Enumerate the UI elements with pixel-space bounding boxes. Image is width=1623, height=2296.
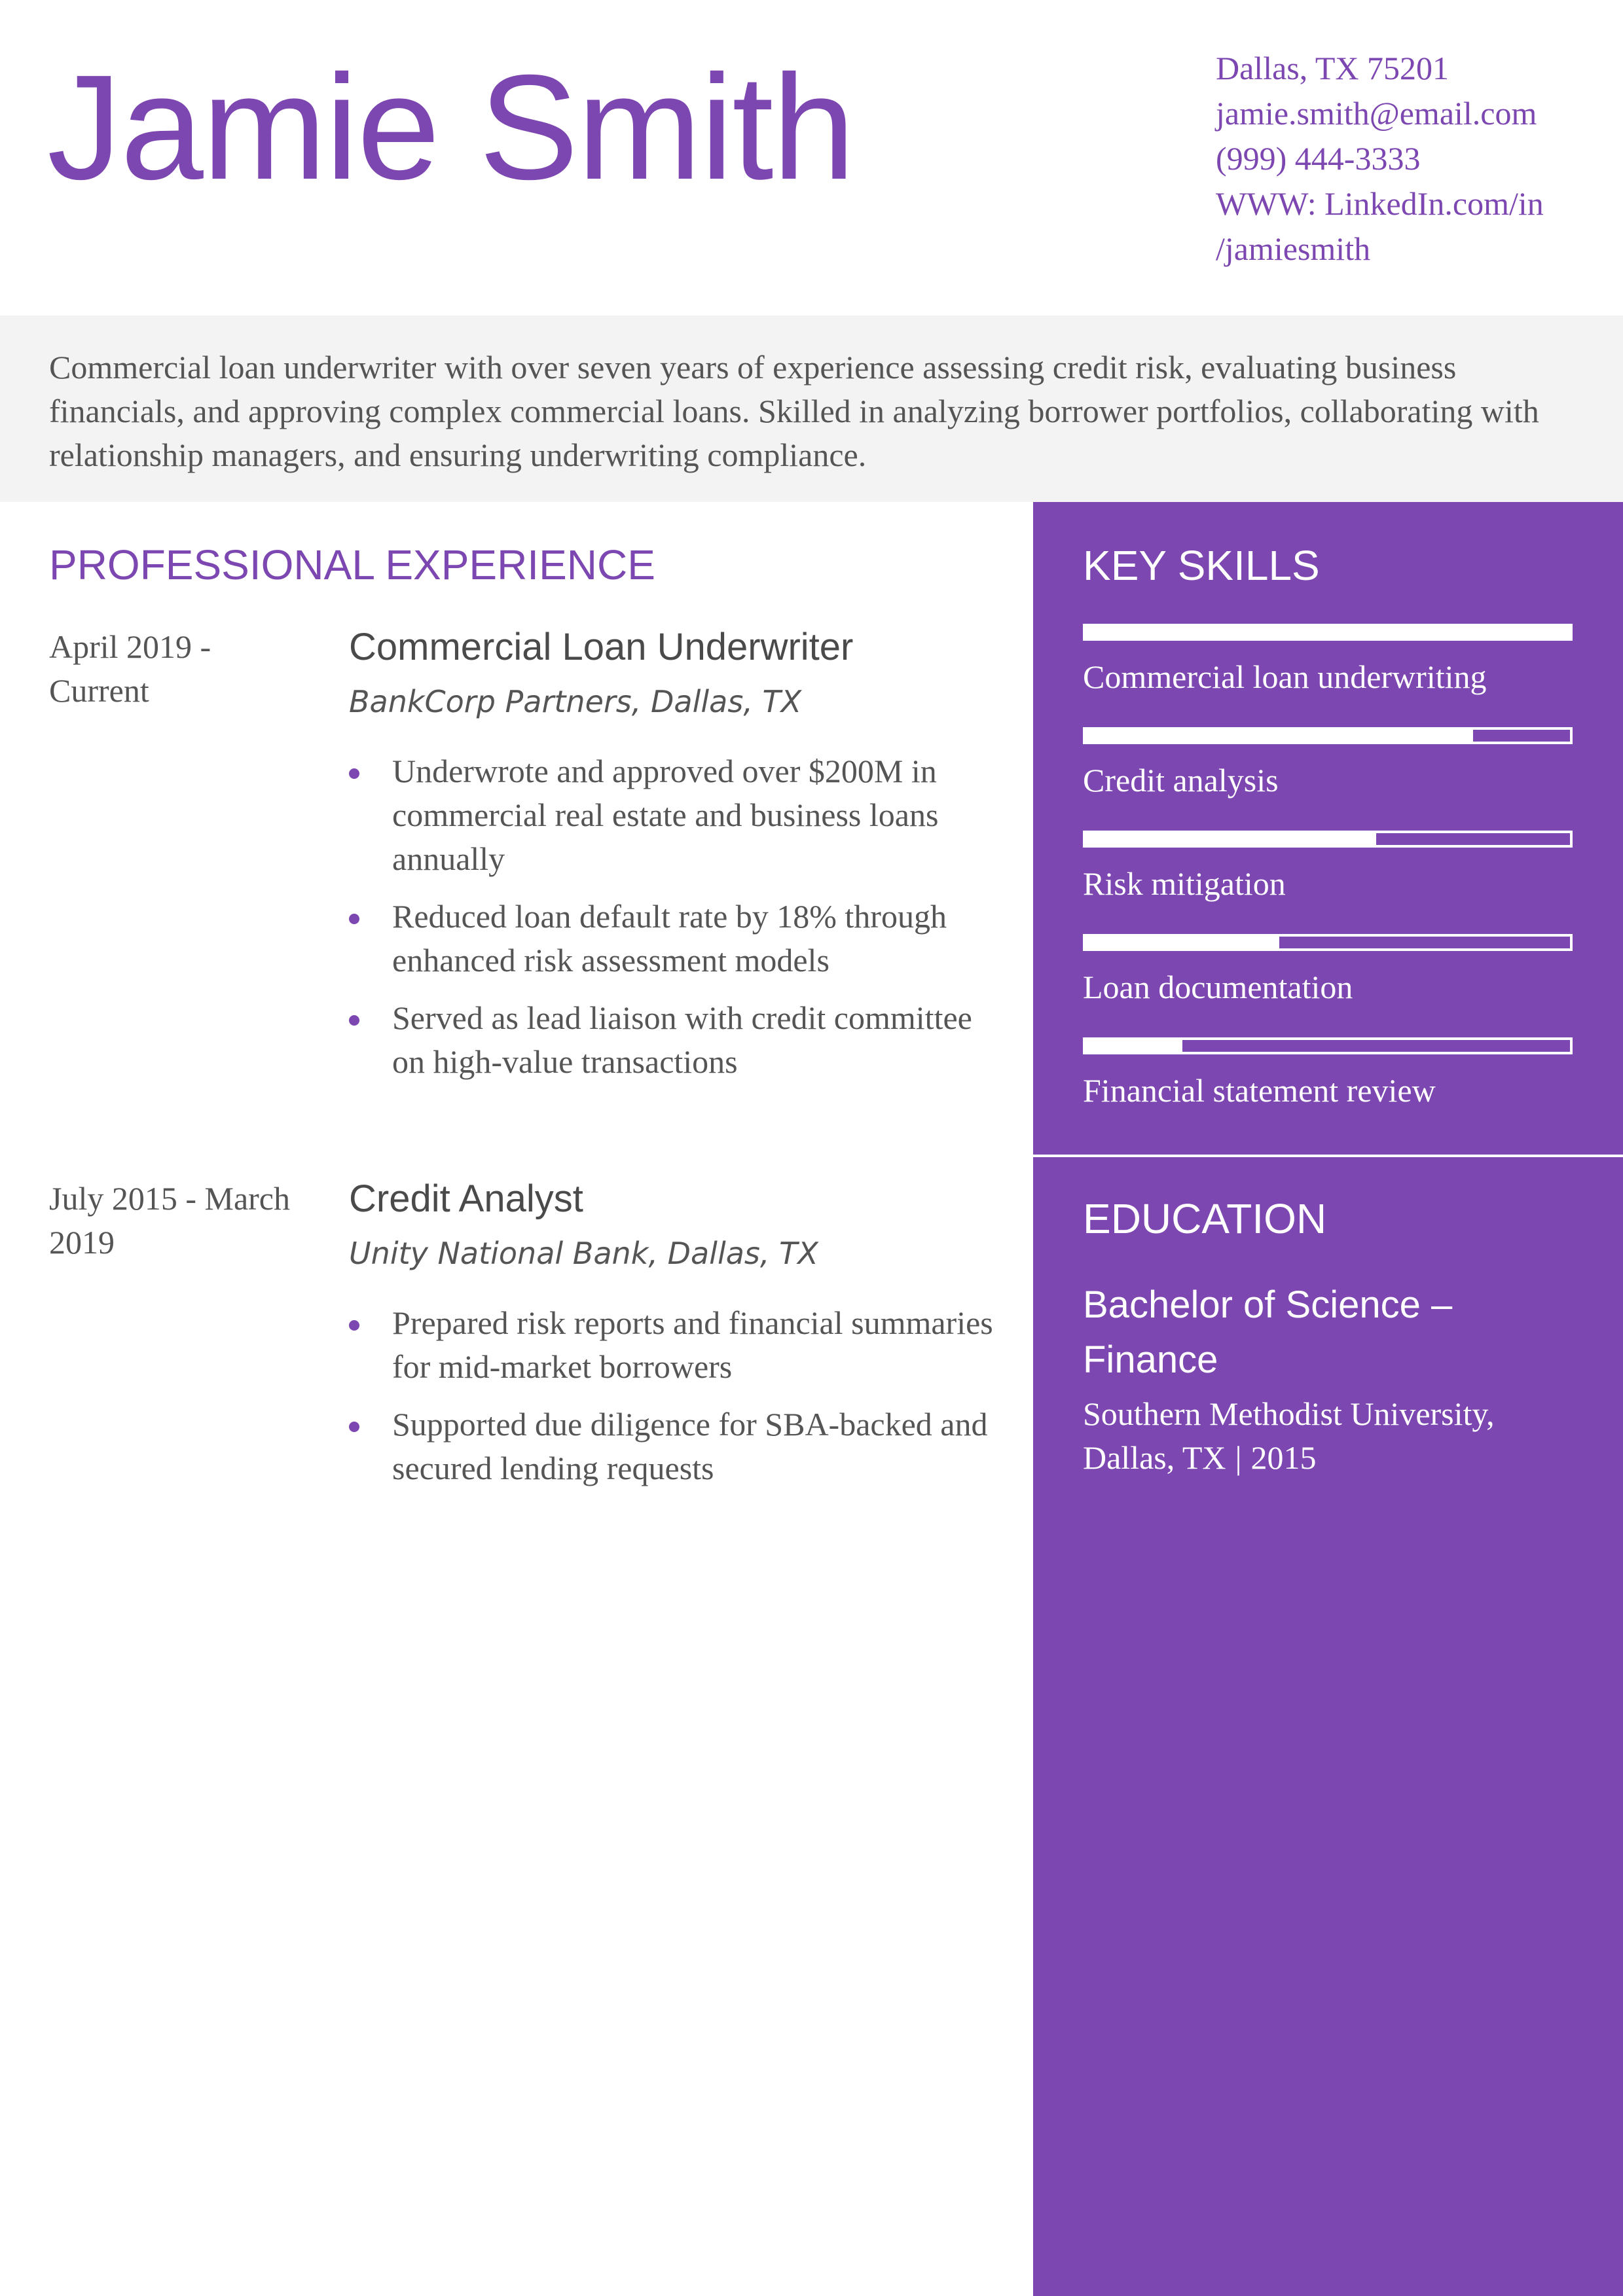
skill-level-fill: [1085, 1040, 1182, 1052]
job-title: Commercial Loan Underwriter: [349, 626, 854, 668]
job-company: BankCorp Partners, Dallas, TX: [349, 684, 802, 719]
skill-label: Loan documentation: [1083, 969, 1353, 1005]
skill-label: Commercial loan underwriting: [1083, 658, 1487, 695]
skill-level-bar: [1083, 624, 1573, 641]
job-date: [49, 625, 324, 713]
school-details: [1083, 1436, 1594, 1480]
bullet-icon: [349, 768, 359, 779]
skill-label: Credit analysis: [1083, 762, 1279, 798]
sidebar-divider: [1033, 1155, 1623, 1157]
separator: |: [1235, 1439, 1242, 1476]
job-date-start: April 2019 -: [49, 628, 211, 665]
job-bullet-text: Reduced loan default rate by 18% through enhanced risk assessment models: [392, 898, 947, 978]
education-heading: EDUCATION: [1083, 1195, 1327, 1242]
degree-line: Bachelor of Science –: [1083, 1283, 1453, 1326]
summary-section: [0, 315, 1623, 502]
job-bullet-text: Prepared risk reports and financial summaries for mid-market borrowers: [392, 1304, 993, 1385]
skill-level-bar: [1083, 831, 1573, 848]
bullet-icon: [349, 914, 359, 924]
job-bullet: [349, 1403, 1010, 1490]
skill-level-fill: [1085, 626, 1570, 638]
sidebar: [1033, 502, 1623, 2296]
job-bullet-text: Supported due diligence for SBA-backed and secured lending requests: [392, 1406, 988, 1486]
contact-website-line1[interactable]: WWW: LinkedIn.com/in: [1216, 185, 1544, 222]
candidate-name: Jamie Smith: [47, 45, 854, 211]
skill-level-fill: [1085, 833, 1376, 845]
skill-level-bar: [1083, 934, 1573, 951]
graduation-year: 2015: [1250, 1439, 1317, 1476]
job-title: Credit Analyst: [349, 1177, 583, 1220]
job-bullet: [349, 749, 1010, 881]
skills-heading: KEY SKILLS: [1083, 542, 1320, 589]
job-bullet-list: [349, 1301, 1010, 1504]
contact-email[interactable]: jamie.smith@email.com: [1216, 95, 1537, 132]
contact-website-line2[interactable]: /jamiesmith: [1216, 230, 1371, 267]
job-company: Unity National Bank, Dallas, TX: [349, 1236, 818, 1271]
job-bullet-text: Underwrote and approved over $200M in commercial real estate and business loans annually: [392, 753, 939, 877]
job-bullet: [349, 1301, 1010, 1389]
skill-level-bar: [1083, 1037, 1573, 1054]
skill-level-bar: [1083, 727, 1573, 744]
experience-heading: PROFESSIONAL EXPERIENCE: [49, 541, 655, 588]
school-location: Dallas, TX: [1083, 1439, 1226, 1476]
skill-label: Financial statement review: [1083, 1072, 1436, 1109]
degree-title: [1083, 1278, 1580, 1388]
job-date: [49, 1177, 324, 1265]
skill-level-fill: [1085, 937, 1279, 948]
job-bullet-text: Served as lead liaison with credit committee on high-value transactions: [392, 999, 972, 1080]
summary-text: Commercial loan underwriter with over seven years of experience assessing credit risk, evaluating business financials, and approving complex commercial loans. Skilled in analyzing borrower portfolios, collaborating with relationship managers, and ensuring underwriting compliance.: [49, 349, 1539, 473]
school-name: Southern Methodist University,: [1083, 1395, 1495, 1432]
contact-phone[interactable]: (999) 444-3333: [1216, 140, 1421, 177]
bullet-icon: [349, 1320, 359, 1331]
skill-label: Risk mitigation: [1083, 865, 1286, 902]
contact-location: Dallas, TX 75201: [1216, 50, 1449, 86]
school-info: [1083, 1392, 1594, 1480]
job-date-end: 2019: [49, 1224, 115, 1261]
job-bullet: [349, 895, 1010, 982]
job-bullet-list: [349, 749, 1010, 1098]
job-bullet: [349, 996, 1010, 1084]
job-date-end: Current: [49, 672, 149, 709]
contact-info: [1216, 46, 1609, 272]
degree-line: Finance: [1083, 1338, 1218, 1381]
skill-level-fill: [1085, 730, 1473, 742]
job-date-start: July 2015 - March: [49, 1180, 290, 1217]
bullet-icon: [349, 1015, 359, 1026]
bullet-icon: [349, 1422, 359, 1432]
